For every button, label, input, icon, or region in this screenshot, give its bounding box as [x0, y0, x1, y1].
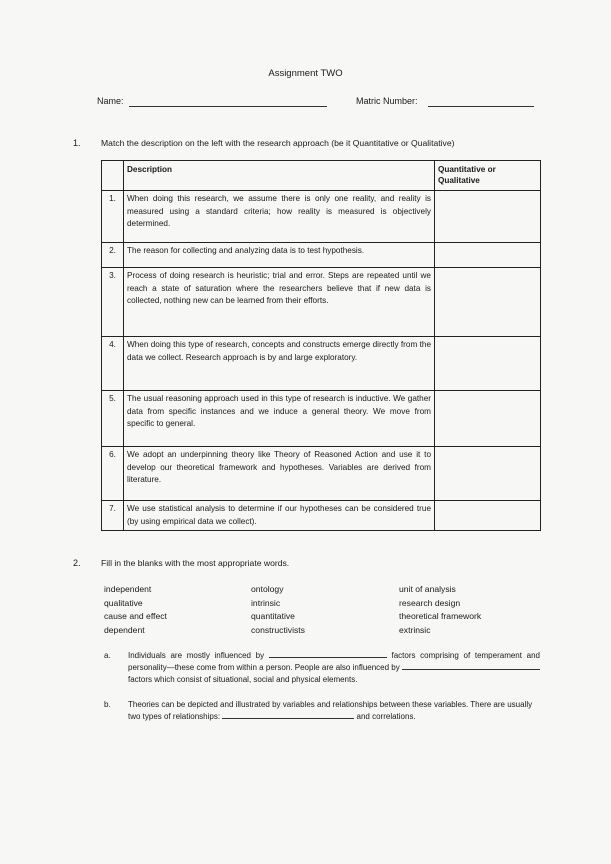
answer-cell[interactable]	[435, 243, 541, 268]
name-label: Name:	[97, 96, 124, 106]
row-description: When doing this research, we assume there is only one reality, and reality is measured using a standard criteria; how reality is measured is objectively determined.	[124, 191, 435, 243]
table-row	[102, 391, 541, 447]
table-row	[102, 501, 541, 531]
matric-number-label: Matric Number:	[356, 96, 418, 106]
row-number: 6.	[102, 447, 124, 501]
sub-question-a-part-1: Individuals are mostly influenced by	[128, 651, 265, 660]
row-number: 5.	[102, 391, 124, 447]
word-option: independent	[104, 584, 152, 594]
row-description: The reason for collecting and analyzing data is to test hypothesis.	[124, 243, 435, 268]
header-number-cell	[102, 161, 124, 191]
question-1-prompt: Match the description on the left with the research approach (be it Quantitative or Qualitative)	[101, 138, 455, 148]
sub-question-a	[128, 650, 540, 686]
answer-cell[interactable]	[435, 337, 541, 391]
word-option: research design	[399, 597, 461, 608]
word-bank-column-1	[104, 583, 167, 637]
word-option: ontology	[251, 584, 284, 594]
matric-number-blank[interactable]	[428, 106, 534, 107]
name-blank[interactable]	[129, 106, 327, 107]
header-description: Description	[124, 161, 435, 191]
table-row	[102, 243, 541, 268]
word-option: quantitative	[251, 611, 295, 621]
word-option: unit of analysis	[399, 584, 456, 594]
word-option: cause and effect	[104, 611, 167, 621]
row-number: 1.	[102, 191, 124, 243]
word-bank-column-3	[399, 583, 481, 637]
blank-b-1[interactable]	[222, 711, 354, 719]
table-row	[102, 268, 541, 337]
row-description: We adopt an underpinning theory like Theory of Reasoned Action and use it to develop our theoretical framework and hypotheses. Variables are derived from literature.	[124, 447, 435, 501]
sub-question-b	[128, 699, 540, 723]
row-number: 7.	[102, 501, 124, 531]
table-row	[102, 191, 541, 243]
row-description: Process of doing research is heuristic; trial and error. Steps are repeated until we reach a state of saturation where the researchers believe that if new data is collected, nothing new can be learned from their efforts.	[124, 268, 435, 337]
row-number: 3.	[102, 268, 124, 337]
matching-table	[101, 160, 541, 531]
answer-cell[interactable]	[435, 391, 541, 447]
answer-cell[interactable]	[435, 501, 541, 531]
word-option: dependent	[104, 624, 145, 635]
blank-a-2[interactable]	[402, 662, 540, 670]
page-title: Assignment TWO	[268, 68, 343, 79]
question-1-number: 1.	[73, 138, 81, 148]
table-header-row	[102, 161, 541, 191]
sub-question-a-part-3: factors which consist of situational, social and physical elements.	[128, 675, 358, 684]
answer-cell[interactable]	[435, 447, 541, 501]
table-row	[102, 447, 541, 501]
word-option: constructivists	[251, 624, 305, 635]
answer-cell[interactable]	[435, 191, 541, 243]
sub-question-b-part-1: Theories can be depicted and illustrated by variables and relationships between these variables. There are usually two types of relationships:	[128, 700, 533, 721]
header-quant-qual: Quantitative or Qualitative	[435, 161, 541, 191]
word-option: theoretical framework	[399, 611, 482, 621]
row-number: 4.	[102, 337, 124, 391]
word-option: intrinsic	[251, 597, 281, 608]
question-2-prompt: Fill in the blanks with the most appropriate words.	[101, 558, 290, 568]
row-description: When doing this type of research, concepts and constructs emerge directly from the data we collect. Research approach is by and large exploratory.	[124, 337, 435, 391]
row-number: 2.	[102, 243, 124, 268]
sub-question-a-part-2: factors comprising of temperament and personality—these come from within a person. People are also influenced by	[128, 651, 540, 672]
sub-question-b-part-2: and correlations.	[356, 712, 416, 721]
sub-question-a-label: a.	[104, 651, 111, 660]
sub-question-b-label: b.	[104, 700, 111, 709]
word-option: extrinsic	[399, 624, 431, 635]
table-row	[102, 337, 541, 391]
row-description: The usual reasoning approach used in this type of research is inductive. We gather data from specific instances and we induce a general theory. We move from specific to general.	[124, 391, 435, 447]
answer-cell[interactable]	[435, 268, 541, 337]
question-2-number: 2.	[73, 558, 81, 568]
word-bank-column-2	[251, 583, 305, 637]
row-description: We use statistical analysis to determine if our hypotheses can be considered true (by using empirical data we collect).	[124, 501, 435, 531]
blank-a-1[interactable]	[269, 650, 387, 658]
word-option: qualitative	[104, 597, 143, 608]
